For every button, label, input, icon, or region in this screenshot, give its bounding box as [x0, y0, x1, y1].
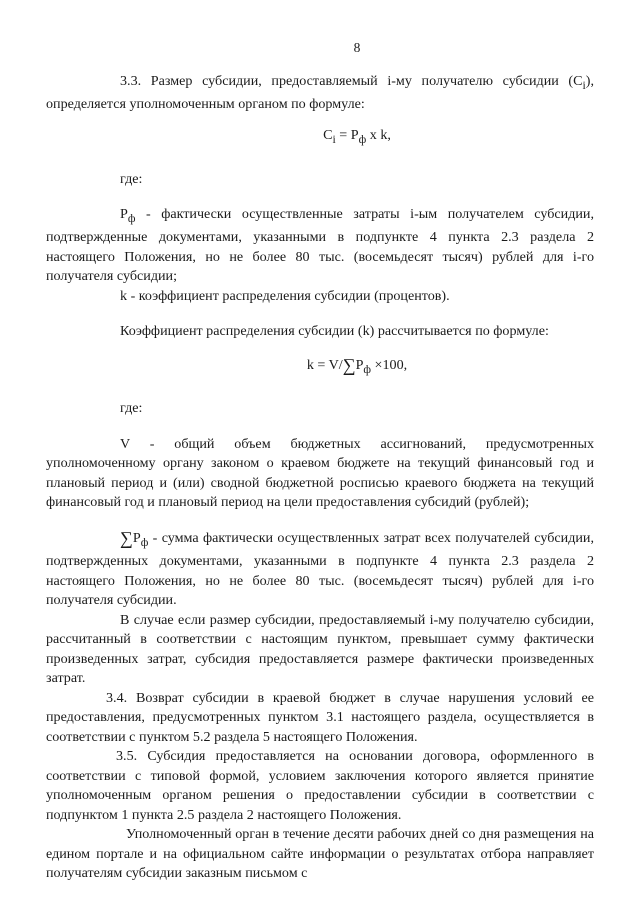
formula-ci: $C_i = P_ф$ x k, — [323, 127, 391, 147]
paragraph-k-definition: k - коэффициент распределения субсидии (процентов). — [120, 287, 450, 304]
paragraph-3-4: 3.4. Возврат субсидии в краевой бюджет в случае нарушения условий ее предоставления, предусмотренных пунктом 3.1 настоящего раздела, осуществляется в соответствии с пунктом 5.2 раздела 5 настоящего Положения. — [46, 689, 594, 745]
paragraph-3-3: 3.3. Размер субсидии, предоставляемый i-му получателю субсидии $(С_i)$, определяется уполномоченным органом по формуле: — [46, 72, 594, 112]
paragraph-excess-case: В случае если размер субсидии, предоставляемый i-му получателю субсидии, рассчитанный в соответствии с настоящим пунктом, превышает сумму фактически произведенных затрат, субсидия предоставляется размере фактически произведенных затрат. — [46, 611, 594, 687]
where-label-2: где: — [120, 400, 143, 417]
page-number: 8 — [353, 40, 361, 55]
paragraph-3-5: 3.5. Субсидия предоставляется на основании договора, оформленного в соответствии с типовой формой, условием заключения которого является принятие уполномоченным органом решения о предоставлении субсидии в соответствии с подпунктом 1 пункта 2.5 раздела 2 настоящего Положения. — [46, 748, 594, 823]
paragraph-sum-definition: $\sum P_ф$ - сумма фактически осуществленных затрат всех получателей субсидии, подтвержденных документами, указанными в подпункте 4 пункта 2.3 раздела 2 настоящего Положения, но не более 80 тыс. (восемьдесят тысяч) рублей для i-го получателя субсидии. — [46, 527, 594, 609]
formula-k: $k = V/\sum P_ф \times 100$, — [306, 354, 408, 376]
paragraph-k-formula-intro: Коэффициент распределения субсидии (k) рассчитывается по формуле: — [120, 323, 549, 340]
paragraph-v-definition: V - общий объем бюджетных ассигнований, предусмотренных уполномоченному органу законом о краевом бюджете на текущий финансовый год и плановый период и (или) сводной бюджетной росписью краевого бюджета на текущий финансовый год и плановый период на цели предоставления субсидий (рублей); — [46, 435, 594, 511]
paragraph-notification: Уполномоченный орган в течение десяти рабочих дней со дня размещения на едином портале и на официальном сайте информации о результатах отбора направляет получателям субсидии заказным письмом с — [46, 826, 594, 882]
paragraph-pf-definition: $P_ф$ - фактически осуществленные затраты i-ым получателем субсидии, подтвержденные документами, указанными в подпункте 4 пункта 2.3 раздела 2 настоящего Положения, но не более 80 тыс. (восемьдесят тысяч) рублей для i-го получателя субсидии; — [46, 206, 594, 285]
where-label-1: где: — [120, 170, 143, 187]
